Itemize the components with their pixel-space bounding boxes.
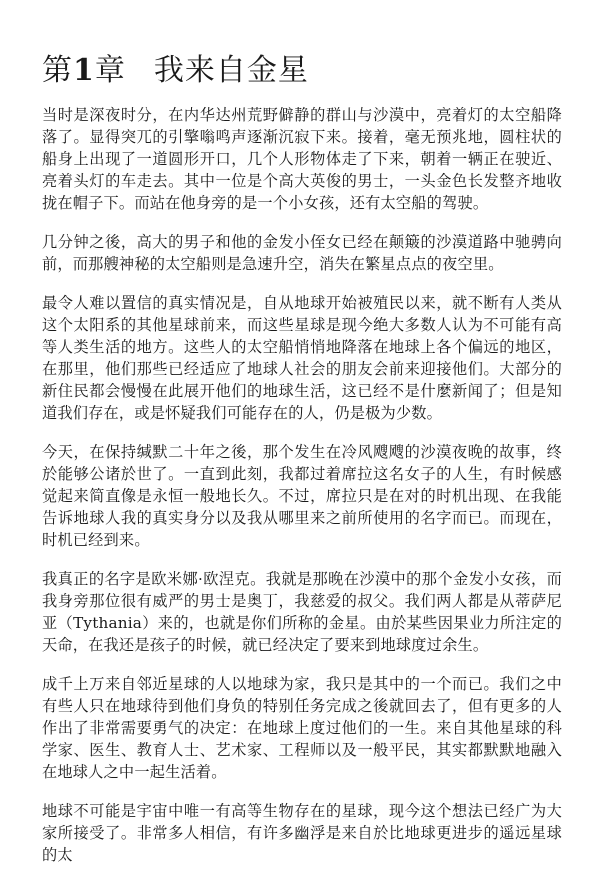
paragraph-5: 我真正的名字是欧米娜·欧涅克。我就是那晚在沙漠中的那个金发小女孩，而我身旁那位很有威严的男士是奥丁，我慈爱的叔父。我们两人都是从蒂萨尼亚（Tythania）来的，也就是你们所称的金星。由於某些因果业力所注定的天命，在我还是孩子的时候，就已经决定了要来到地球度过余生。 [42,570,562,654]
chapter-title: 我来自金星 [153,53,309,88]
chapter-number: 1 [73,53,95,88]
chapter-heading [42,52,562,90]
chapter-suffix: 章 [94,53,126,88]
paragraph-7: 地球不可能是宇宙中唯一有高等生物存在的星球，现今这个想法已经广为大家所接受了。非常多人相信，有许多幽浮是来自於比地球更进步的遥远星球的太 [42,802,562,864]
document-page [42,52,562,883]
paragraph-4: 今天，在保持缄默二十年之後，那个发生在冷风飕飕的沙漠夜晚的故事，终於能够公诸於世了。一直到此刻，我都过着席拉这名女子的人生，有时候感觉起来简直像是永恒一般地长久。不过，席拉只是在对的时机出现、在我能告诉地球人我的真实身分以及我从哪里来之前所使用的名字而已。而现在，时机已经到来。 [42,443,562,549]
paragraph-6: 成千上万来自邻近星球的人以地球为家，我只是其中的一个而已。我们之中有些人只在地球待到他们身负的特别任务完成之後就回去了，但有更多的人作出了非常需要勇气的决定：在地球上度过他们的一生。来自其他星球的科学家、医生、教育人士、艺术家、工程师以及一般平民，其实都默默地融入在地球人之中一起生活着。 [42,675,562,781]
chapter-prefix: 第 [42,53,73,88]
paragraph-2: 几分钟之後，高大的男子和他的金发小侄女已经在颠簸的沙漠道路中驰骋向前，而那艘神秘的太空船则是急速升空，消失在繁星点点的夜空里。 [42,233,562,273]
paragraph-3: 最令人难以置信的真实情况是，自从地球开始被殖民以来，就不断有人类从这个太阳系的其他星球前来，而这些星球是现今绝大多数人认为不可能有高等人类生活的地方。这些人的太空船悄悄地降落在地球上各个偏远的地区，在那里，他们那些已经适应了地球人社会的朋友会前来迎接他们。大部分的新住民都会慢慢在此展开他们的地球生活，这已经不是什麼新闻了；但是知道我们存在，或是怀疑我们可能存在的人，仍是极为少数。 [42,294,562,422]
paragraph-1: 当时是深夜时分，在内华达州荒野僻静的群山与沙漠中，亮着灯的太空船降落了。显得突兀的引擎嗡鸣声逐渐沉寂下来。接着，毫无预兆地，圆柱状的船身上出现了一道圆形开口，几个人形物体走了下来，朝着一辆正在驶近、亮着头灯的车走去。其中一位是个高大英俊的男士，一头金色长发整齐地收拢在帽子下。而站在他身旁的是一个小女孩，还有太空船的驾驶。 [42,106,562,212]
